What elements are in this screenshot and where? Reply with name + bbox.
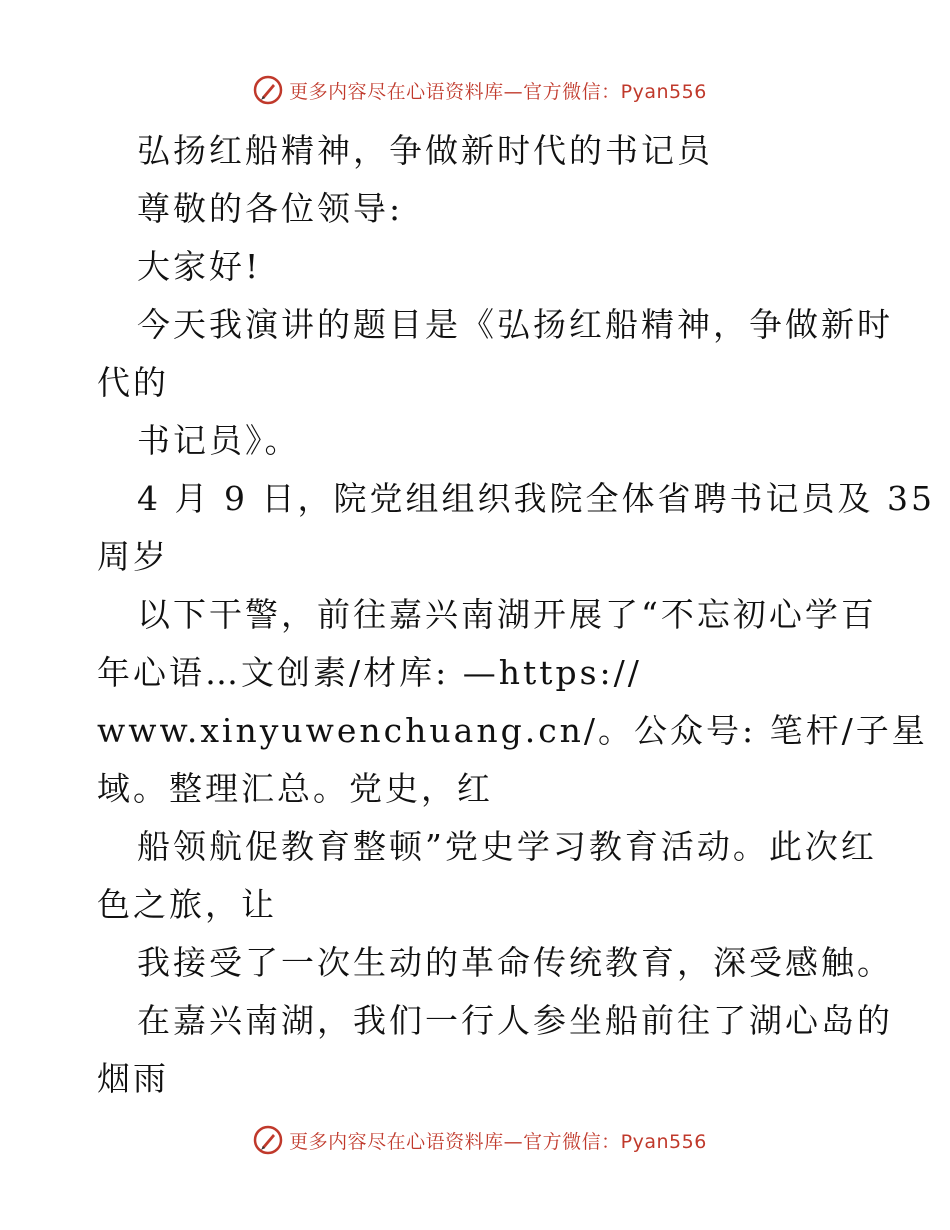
document-title: 弘扬红船精神，争做新时代的书记员 <box>137 131 713 170</box>
paragraph-line: 4 月 9 日，院党组组织我院全体省聘书记员及 35 <box>137 479 935 518</box>
greeting: 大家好! <box>137 247 262 286</box>
salutation: 尊敬的各位领导: <box>137 189 404 228</box>
paragraph-line: 域。整理汇总。党史，红 <box>97 769 493 808</box>
paragraph-line: 我接受了一次生动的革命传统教育，深受感触。 <box>137 943 893 982</box>
watermark-text: 更多内容尽在心语资料库—官方微信：Pyan556 <box>289 1130 707 1153</box>
paragraph-line: 周岁 <box>97 537 169 576</box>
quill-pen-logo-icon <box>253 1125 283 1155</box>
watermark-group <box>253 75 707 105</box>
watermark-text: 更多内容尽在心语资料库—官方微信：Pyan556 <box>289 80 707 103</box>
paragraph-line: 烟雨 <box>97 1059 169 1098</box>
paragraph-line: 今天我演讲的题目是《弘扬红船精神，争做新时 <box>137 305 893 344</box>
paragraph-line: 船领航促教育整顿”党史学习教育活动。此次红 <box>137 827 877 866</box>
paragraph-line: 代的 <box>97 363 169 402</box>
paragraph-line: www.xinyuwenchuang.cn/。公众号: 笔杆/子星 <box>97 711 928 750</box>
footer-watermark <box>0 1120 950 1160</box>
document-body <box>97 122 935 1108</box>
paragraph-line: 以下干警，前往嘉兴南湖开展了“不忘初心学百 <box>137 595 877 634</box>
quill-pen-logo-icon <box>253 75 283 105</box>
paragraph-line: 在嘉兴南湖，我们一行人参坐船前往了湖心岛的 <box>137 1001 893 1040</box>
paragraph-line: 年心语…文创素/材库: —https:// <box>97 653 642 692</box>
paragraph-line: 书记员》。 <box>137 421 301 460</box>
paragraph-line: 色之旅，让 <box>97 885 277 924</box>
watermark-group <box>253 1125 707 1155</box>
header-watermark <box>0 70 950 110</box>
